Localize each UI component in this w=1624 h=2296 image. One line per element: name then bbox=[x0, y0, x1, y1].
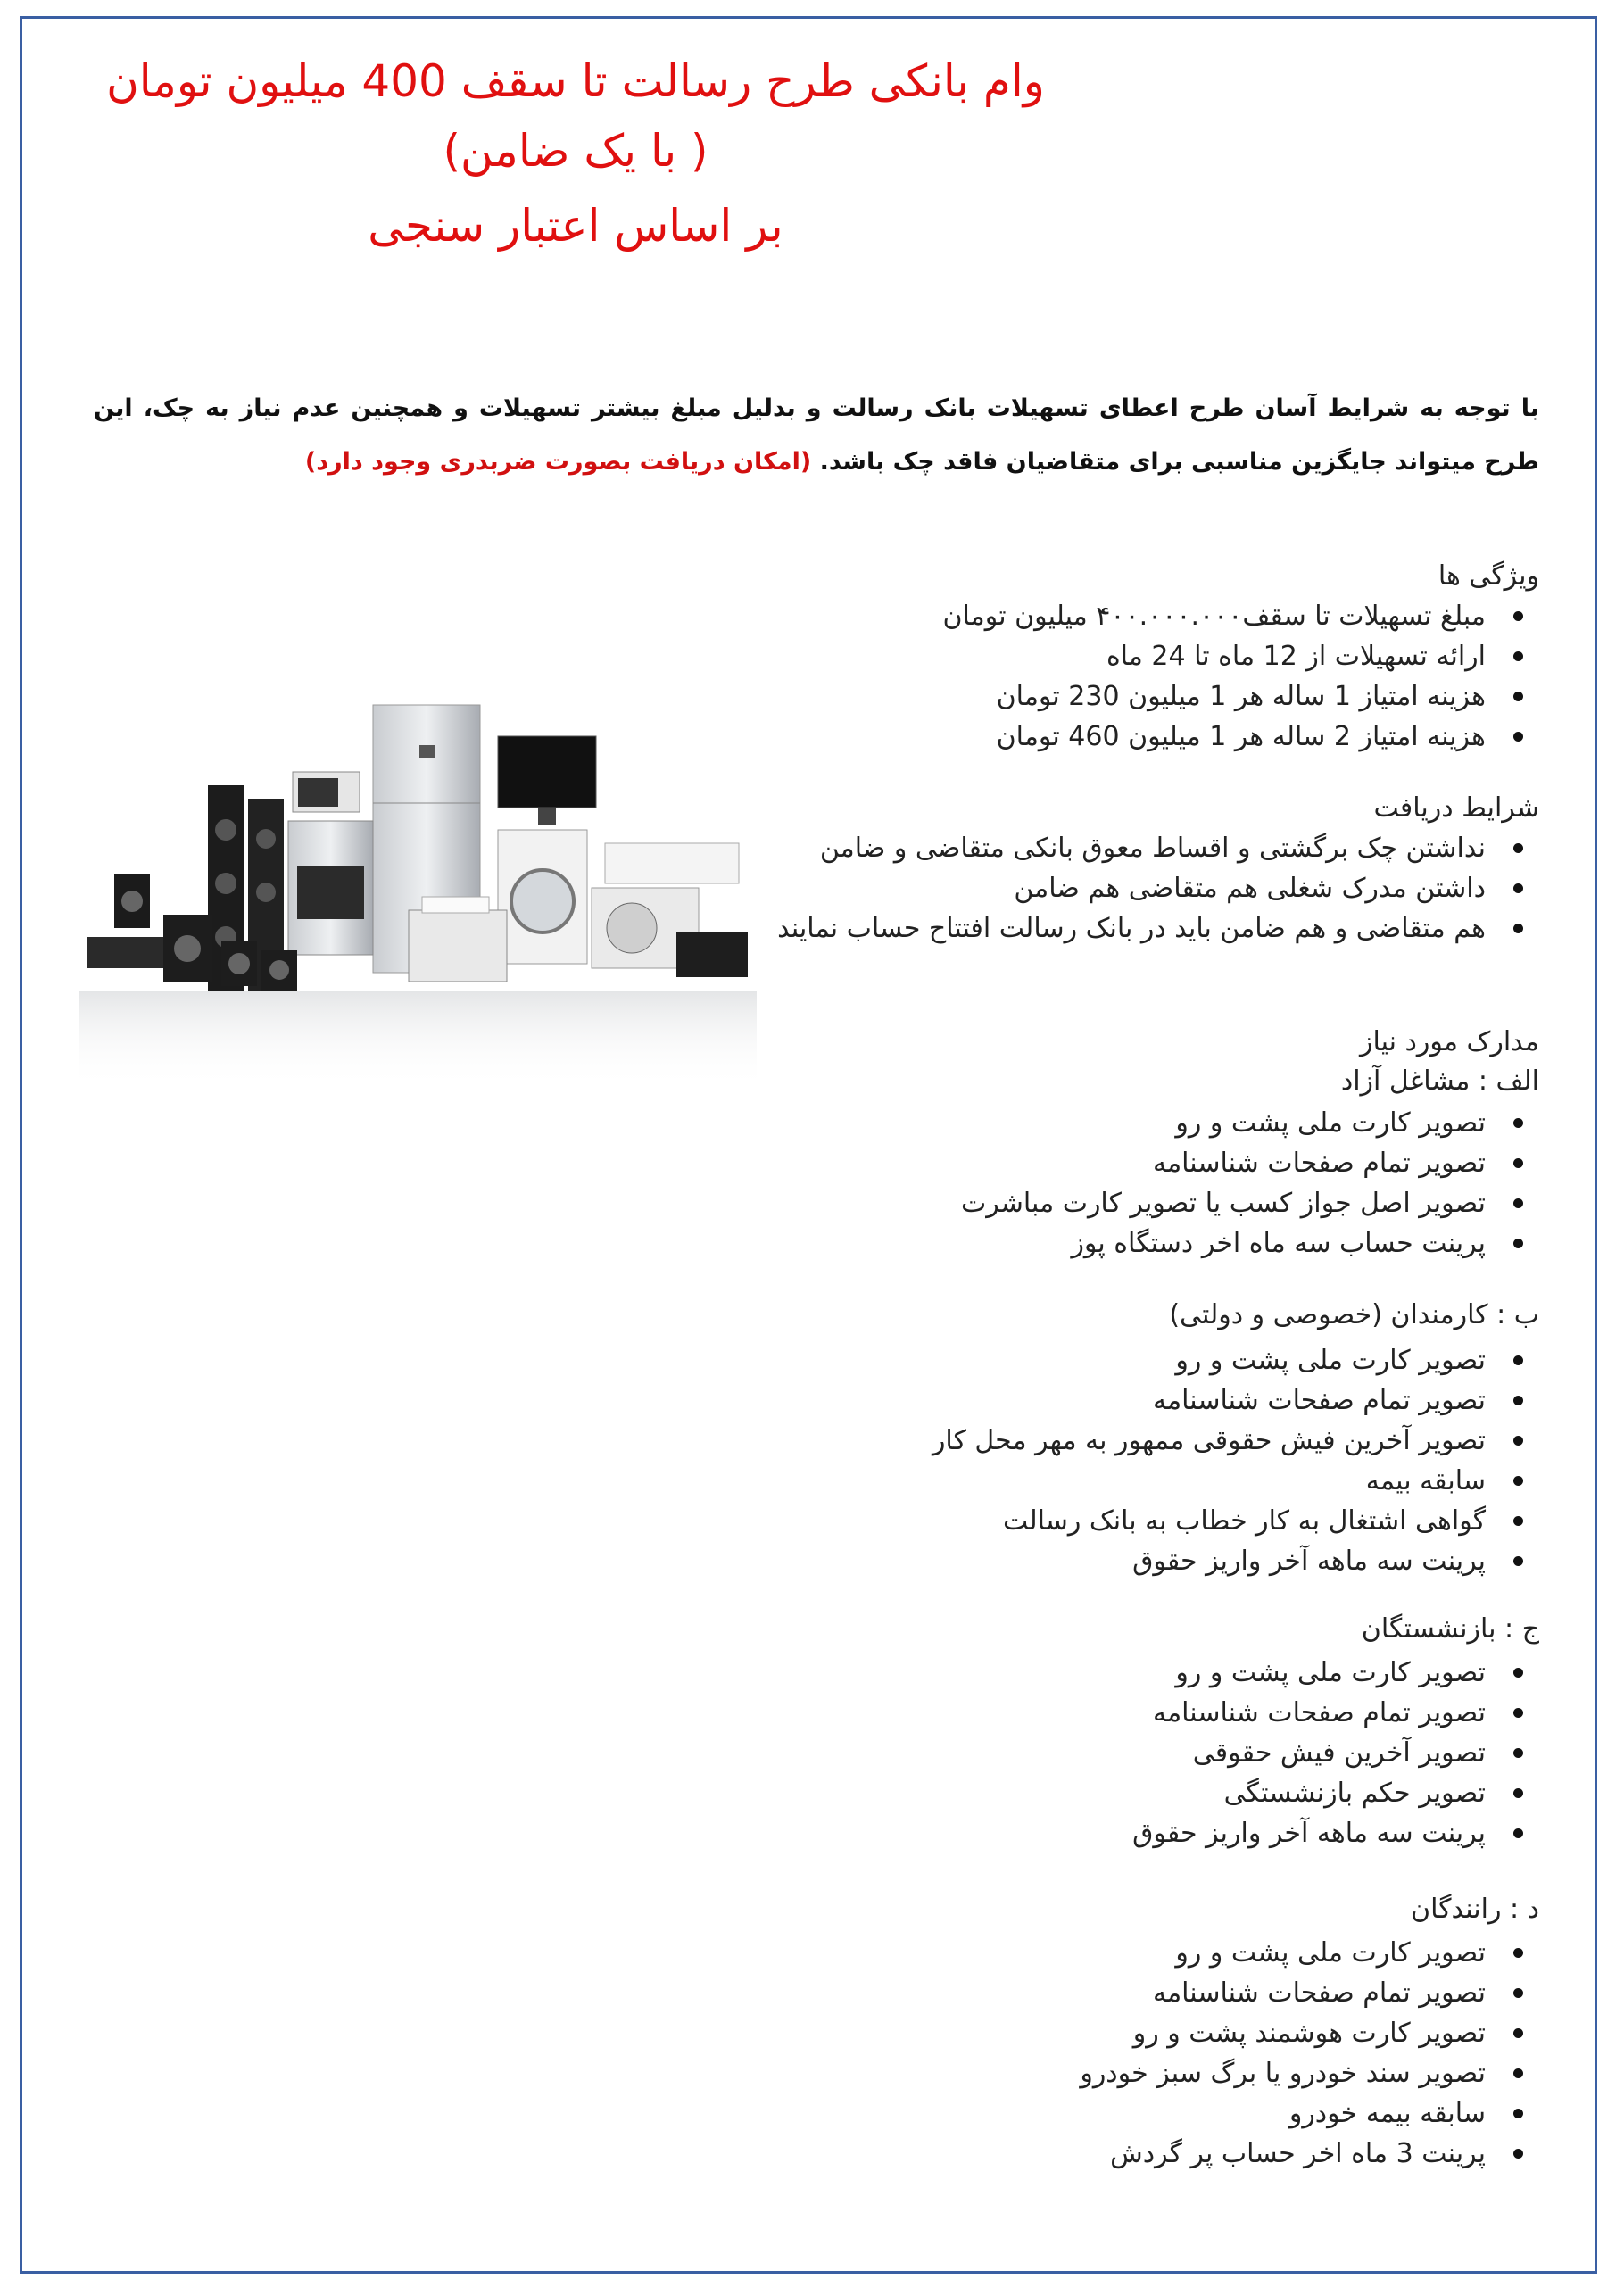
list-item: هزینه امتیاز 2 ساله هر 1 میلیون 460 تومان bbox=[942, 717, 1539, 757]
bullet-icon bbox=[1513, 2109, 1523, 2118]
bullet-icon bbox=[1513, 1668, 1523, 1678]
bullet-icon bbox=[1513, 1988, 1523, 1998]
list-item: تصویر کارت هوشمند پشت و رو bbox=[1080, 2013, 1539, 2053]
list-item: سابقه بیمه خودرو bbox=[1080, 2093, 1539, 2134]
list-item: تصویر کارت ملی پشت و رو bbox=[1080, 1933, 1539, 1973]
bullet-icon bbox=[1513, 1828, 1523, 1838]
bullet-icon bbox=[1513, 1516, 1523, 1526]
list-item: هزینه امتیاز 1 ساله هر 1 میلیون 230 تومان bbox=[942, 676, 1539, 717]
features-heading: ویژگی ها bbox=[1438, 560, 1539, 592]
conditions-heading: شرایط دریافت bbox=[1373, 792, 1539, 824]
list-item: داشتن مدرک شغلی هم متقاضی هم ضامن bbox=[777, 868, 1539, 908]
bullet-icon bbox=[1513, 843, 1523, 853]
list-item: گواهی اشتغال به کار خطاب به بانک رسالت bbox=[932, 1501, 1539, 1541]
bullet-icon bbox=[1513, 1748, 1523, 1758]
conditions-list bbox=[777, 828, 1539, 949]
list-item: تصویر تمام صفحات شناسنامه bbox=[1132, 1693, 1539, 1733]
bullet-icon bbox=[1513, 651, 1523, 661]
list-item: پرینت حساب سه ماه اخر دستگاه پوز bbox=[961, 1223, 1539, 1264]
list-item: هم متقاضی و هم ضامن باید در بانک رسالت افتتاح حساب نمایند bbox=[777, 908, 1539, 949]
intro-text: با توجه به شرایط آسان طرح اعطای تسهیلات بانک رسالت و بدلیل مبلغ بیشتر تسهیلات و همچنین عدم نیاز به چک، این طرح میتواند جایگزین مناسبی برای متقاضیان فاقد چک باشد. bbox=[94, 394, 1539, 476]
group-c-list bbox=[1132, 1653, 1539, 1853]
bullet-icon bbox=[1513, 883, 1523, 893]
list-item: پرینت سه ماهه آخر واریز حقوق bbox=[1132, 1813, 1539, 1853]
bullet-icon bbox=[1513, 1476, 1523, 1486]
bullet-icon bbox=[1513, 1788, 1523, 1798]
group-c-label: ج : بازنشستگان bbox=[1361, 1613, 1539, 1645]
bullet-icon bbox=[1513, 1355, 1523, 1365]
bullet-icon bbox=[1513, 2068, 1523, 2078]
bullet-icon bbox=[1513, 1396, 1523, 1405]
list-item: تصویر تمام صفحات شناسنامه bbox=[932, 1380, 1539, 1421]
list-item: تصویر تمام صفحات شناسنامه bbox=[1080, 1973, 1539, 2013]
bullet-icon bbox=[1513, 1436, 1523, 1446]
bullet-icon bbox=[1513, 1118, 1523, 1128]
title-line-2: ( با یک ضامن) bbox=[443, 125, 708, 177]
list-item: سابقه بیمه bbox=[932, 1461, 1539, 1501]
list-item: پرینت سه ماهه آخر واریز حقوق bbox=[932, 1541, 1539, 1581]
bullet-icon bbox=[1513, 1708, 1523, 1718]
list-item: تصویر اصل جواز کسب یا تصویر کارت مباشرت bbox=[961, 1183, 1539, 1223]
list-item: ارائه تسهیلات از 12 ماه تا 24 ماه bbox=[942, 636, 1539, 676]
bullet-icon bbox=[1513, 1198, 1523, 1208]
list-item: تصویر آخرین فیش حقوقی bbox=[1132, 1733, 1539, 1773]
list-item: تصویر آخرین فیش حقوقی ممهور به مهر محل کار bbox=[932, 1421, 1539, 1461]
list-item: تصویر کارت ملی پشت و رو bbox=[1132, 1653, 1539, 1693]
list-item: پرینت 3 ماه اخر حساب پر گردش bbox=[1080, 2134, 1539, 2174]
features-list bbox=[942, 596, 1539, 757]
title-line-1: وام بانکی طرح رسالت تا سقف 400 میلیون تومان bbox=[106, 55, 1045, 107]
title-line-3: بر اساس اعتبار سنجی bbox=[368, 200, 783, 252]
bullet-icon bbox=[1513, 1239, 1523, 1248]
bullet-icon bbox=[1513, 2028, 1523, 2038]
bullet-icon bbox=[1513, 692, 1523, 701]
intro-note: (امکان دریافت بصورت ضربدری وجود دارد) bbox=[304, 448, 812, 476]
bullet-icon bbox=[1513, 924, 1523, 933]
bullet-icon bbox=[1513, 1158, 1523, 1168]
documents-heading: مدارک مورد نیاز bbox=[1359, 1026, 1539, 1057]
list-item: تصویر سند خودرو یا برگ سبز خودرو bbox=[1080, 2053, 1539, 2093]
bullet-icon bbox=[1513, 2149, 1523, 2159]
list-item: تصویر حکم بازنشستگی bbox=[1132, 1773, 1539, 1813]
intro-paragraph bbox=[94, 382, 1539, 489]
group-d-list bbox=[1080, 1933, 1539, 2174]
list-item: مبلغ تسهیلات تا سقف۴۰۰.۰۰۰.۰۰۰ میلیون تومان bbox=[942, 596, 1539, 636]
list-item: تصویر کارت ملی پشت و رو bbox=[932, 1340, 1539, 1380]
group-d-label: د : رانندگان bbox=[1411, 1894, 1539, 1925]
group-a-label: الف : مشاغل آزاد bbox=[1340, 1065, 1539, 1097]
list-item: تصویر کارت ملی پشت و رو bbox=[961, 1103, 1539, 1143]
bullet-icon bbox=[1513, 732, 1523, 742]
home-appliances-image bbox=[79, 696, 757, 1089]
bullet-icon bbox=[1513, 611, 1523, 621]
group-b-list bbox=[932, 1340, 1539, 1581]
bullet-icon bbox=[1513, 1556, 1523, 1566]
list-item: نداشتن چک برگشتی و اقساط معوق بانکی متقاضی و ضامن bbox=[777, 828, 1539, 868]
group-b-label: ب : کارمندان (خصوصی و دولتی) bbox=[1169, 1299, 1539, 1330]
group-a-list bbox=[961, 1103, 1539, 1264]
bullet-icon bbox=[1513, 1948, 1523, 1958]
list-item: تصویر تمام صفحات شناسنامه bbox=[961, 1143, 1539, 1183]
